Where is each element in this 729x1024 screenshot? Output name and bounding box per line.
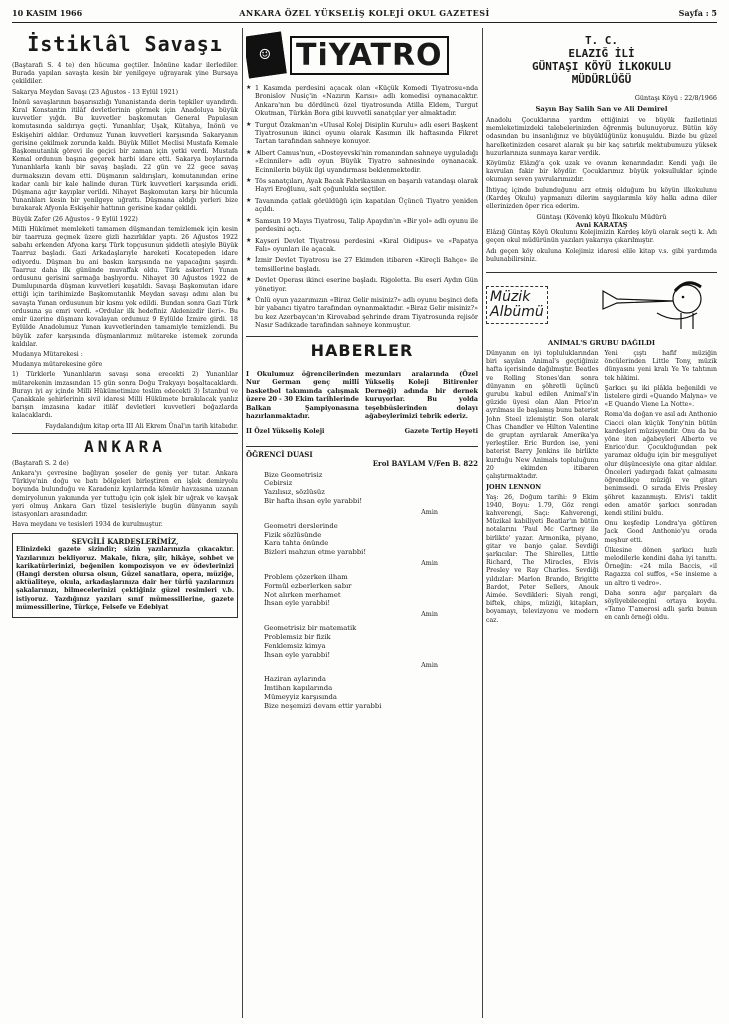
issue-date: 10 KASIM 1966 <box>12 8 83 18</box>
theatre-masks-icon: ☺ <box>246 32 287 79</box>
paragraph: İhtiyaç içinde bulunduğunu arz etmiş olduğum bu köyün ilkokulunu (Kardeş Okulu) yapmanızı dilerim saygılarımla köy halkı adına diler ellerinizden öper rica ederim. <box>486 186 717 211</box>
paragraph: Şarkıcı şu iki plâkla beğenildi ve listelere girdi «Quando Malyna» ve «E Quando Viene La Notte». <box>604 384 717 409</box>
list-item: ★ Tös sanatçıları, Ayak Bacak Fabrikasının en başarılı vatandaşı olarak Hayri Eroğlunu, salt çoğunlukla seçtiler. <box>246 177 478 194</box>
poem-line: Haziran aylarında <box>264 675 326 684</box>
albumu-label: Albümü <box>490 304 544 321</box>
letterhead-line: ELAZIĞ İLİ <box>568 47 635 60</box>
paragraph: 1) Türklerle Yunanlıların savaşı sona erecekti 2) Yunanlılar mütarekenin imzasından 15 gün sonra Doğu Trakyayı boşaltacaklardı. Burayı iyi ay içinde Milli Hükümetimize teslim edecekti 3) İstanbul ve Çanakkale şehirlerinin sivil idaresi Milli Hükümete bırakılacak yanlız barışın imzasına kadar itilâf devletleri kuvvetleri boğazlarda kalacaklardı. <box>12 371 238 420</box>
poem-stanza <box>246 675 478 710</box>
poem-line: Bize Geometrisiz <box>264 470 323 479</box>
list-item: ★ Turgut Özakman'ın «Ulusal Kolej Disiplin Kurulu» adlı eseri Başkent Tiyatrosunun ikinci oyunu olarak Kasımın ilk haftasında Fikret Tartan tarafından sahneye konuyor. <box>246 121 478 146</box>
notice-title: SEVGİLİ KARDEŞLERİMİZ, <box>71 537 179 547</box>
subheading: Büyük Zafer (26 Ağustos - 9 Eylül 1922) <box>12 215 138 223</box>
paragraph: Köyümüz Elâzığ'a çok uzak ve ovanın kenarındadır. Kendi yağı ile kavrulan fakir bir köydür. Çocuklarımız büyük yoksulluklar içinde okumayı seven yavrularımızdır. <box>486 160 717 184</box>
list-item: ★ Kayseri Devlet Tiyatrosu perdesini «Kıral Oidipus» ve «Papatya Falı» oyunları ile açacak. <box>246 237 478 254</box>
tiyatro-banner <box>246 34 478 76</box>
article-title-istiklal: İstiklâl Savaşı <box>27 32 223 56</box>
poem-line: İhsan eyle yarabbi! <box>264 650 331 659</box>
letterhead-line: GÜNTAŞI KÖYÜ İLKOKULU <box>531 60 672 73</box>
page-header <box>12 8 717 22</box>
poem-amin: Amin <box>421 507 438 516</box>
header-rule <box>12 22 717 23</box>
tiyatro-title: TiYATRO <box>290 36 449 75</box>
list-item: ★ 1 Kasımda perdesini açacak olan «Küçük Komedi Tiyatrosu»nda Bronislov Nusiç'in «Nazırın Karısı» adlı komedisi oynanacaktır. Ankara'nın bu dördüncü özel tiyatrosunda Atilla Eldem, Turgut Okutman, Türkân Bora gibi kuvvetli sanatçılar yer almaktadır. <box>246 84 478 118</box>
poem-line: Problem çözerken ilham <box>264 572 348 581</box>
list-item: ★ Albert Camus'nun, «Dosteyevski'nin romanından sahneye uyguladığı «Ecinniler» adlı oyun Büyük Tiyatro sahnesinde oynanacak. Ecinnilerin büyük ilgi uyandırması beklenmektedir. <box>246 149 478 174</box>
paragraph: İnönü savaşlarının başarısızlığı Yunanistanda derin tepkiler uyandırdı. Kıral Konstantin itilâf devletlerinin görmek için Anadoluya büyük kuvvetler yığdı. Bu kuvvetler başkomutan General Papulasın komutasında saldırıya geçti. Yunanlılar, Uşak, Kütahya, İnönü ve Eskişehiri aldılar. Ordumuz Yunan kuvvetleri karşısında Sakaryanın gerisine çekilmek zorunda kaldı. Büyük Millet Meclisi Mustafa Kemale Başkomutanlık görevi ile geçici bir zaman için yetki verdi. Mustafa Kemal ordunun başına geçerek harbi idare etti. Sakarya boylarında Yunanlılarla kanlı bir savaş başladı. 22 gün ve 22 gece savaş durmaksızın devam etti. Düşmanın saldırışları, komutanından erine kadar canlı bir kale halinde duran Türk kuvvetleri karşısında eridi. Düşmana ağır kayıplar verildi. Nihayet Başkomutan karşı bir hücumla Yunanlıları kesin bir yenilgeye uğrattı. Düşmana aldığı yerleri bize bırakarak Afyonla Eskişehir hattının gerisine kadar çekildi. <box>12 98 238 213</box>
paragraph: Elâzığ Güntaş Köyü Okulunu Kolejimizin Kardeş köyü olarak seçti k. Adı geçen okul müdürünün yazıları yakarıya çıkarılmıştır. <box>486 229 717 245</box>
paragraph: Anadolu Çocuklarına yardım ettiğinizi ve büyük faziletinizi memleketimizdeki talebelerinizden öğrenmiş bulunuyoruz. Bütün köy odasından bu insanlığınız ve büyüklüğünüz konuşuldu. Bizde bu güzel harelketinizden cesaret alarak şu bir kaç satırlık mektubumuzu yüksek huzurlarınıza sunmaya karar verdik. <box>486 117 717 157</box>
letterhead-line: T. C. <box>584 34 619 47</box>
paragraph: Yeni çıştı hafif müziğin öncülerinden Little Tony, müzik dünyasını yeni kralı Ye Ye tahtının tek hâkimi. <box>604 350 717 382</box>
muzik-albumu-title <box>486 286 548 324</box>
subheading: JOHN LENNON <box>486 483 542 492</box>
poem-stanza <box>246 471 478 506</box>
paragraph: Daha sonra ağır parçaları da söyliyebilecegini ortaya koydu. «Tamo T'amerosi adlı şarkı bunun en canlı örneği oldu. <box>604 589 717 622</box>
letter-signer-name: Avni KARATAŞ <box>575 221 628 230</box>
poem-line: Not alırken merhamet <box>264 590 341 599</box>
column-istiklal <box>12 28 238 618</box>
paragraph: Mudanya mütarekesine göre <box>12 361 103 369</box>
poem-line: İhsan eyle yarabbi! <box>264 599 331 608</box>
haber-text: I Okulumuz öğrencilerinden Nur German genç millî basketbol takımında çalışmak üzere 20 - 30 Ekim tarihlerinde Balkan Şampiyonasına hazırlanmaktadır. <box>246 369 359 420</box>
poem-line: Yazılısız, sözlüsüz <box>264 488 325 497</box>
column-tiyatro <box>246 28 478 711</box>
poem-stanza <box>246 573 478 608</box>
paragraph: Milli Hükümet memleketi tamamen düşmandan temizlemek için kesin bir taarruza geçmek üzere gizli hazırlıklar yaptı. 26 Ağustos 1922 sabahı erkenden Afyona karşı Türk topçusunun şiddetli ateşiyle Büyük Taarruz başladı. Gazi Arkadaşlarıyle hareketi Kocatepeden idare ediyordu. Düşman bu ani baskın karşısında ne yapacağını şaşırdı. Taarruz daha ilk gününde muvaffak oldu. Türk askerleri Yunan ordusunu gerisini sarmağa başlıyordu. Nihayet 30 Ağustos 1922 de Dumlupınarda düşman kuvvetleri kuşatıldı. Savaşı Başkomutan idare ettiği için tarihimizde Başkomutanlık Meydan savaşı adını alan bu savaşta Yunan ordusunun bir kısmı yok edildi. Bundan sonra Gazi Türk ordusuna şu emri verdi. «Ordular ilk hedefiniz Akdenizdir ileri». Bu emir üzerine düşmanı kovalayan ordumuz 9 Eylülde İzmire girdi. 18 Eylülde Anadolumuz Yunan kuvvetlerinden tamamiyle temizlendi. Bu büyük zafer karşısında düşmanlarımız mütareke istemek zorunda kaldılar. <box>12 225 238 348</box>
muzik-body <box>486 350 717 627</box>
notice-box <box>12 533 238 618</box>
tiyatro-list <box>246 84 478 330</box>
page-number: Sayfa : 5 <box>678 8 717 18</box>
paragraph: Yaş: 26, Doğum tarihi: 9 Ekim 1940, Boyu: 1.79, Göz rengi kahverengi, Saçı: Kahverengi, Müzikal kabiliyeti Beatlar'ın bütün notalarını 'Paul Mc Cartney ile birlikte' yazar. Armonika, piyano, gitar ve banjo çalar. Sevdiği şarkıcılar: The Shirelles, Little Richard, The Miracles, Elvis Presley ve Ray Charles. Sevdiği yıldızlar: Marlon Brando, Brigitte Bardot, Peter Sellers, Anouk Aimée. Sevdikleri: Siyah rengi, biftek, chips, müziği, kitapları, boyamayı, televizyonu ve modern caz. <box>486 493 599 624</box>
poem-stanza <box>246 522 478 557</box>
paragraph: (Baştarafı S. 2 de) <box>12 459 69 467</box>
haber-signature: Gazete Tertip Heyeti <box>404 426 478 435</box>
list-item: ★ İzmir Devlet Tiyatrosu ise 27 Ekimden itibaren «Kireçli Bahçe» ile temsillerine başladı. <box>246 256 478 273</box>
column-divider <box>482 28 483 1018</box>
poem-line: Geometri derslerinde <box>264 521 338 530</box>
source-note: Faydalandığım kitap orta III Ali Ekrem Ünal'ın tarih kitabıdır. <box>45 422 238 430</box>
poem-line: Bir hafta ihsan eyle yarabbi! <box>264 496 363 505</box>
paragraph: Ülkesine dönen şarkıcı hızlı melodilerle kendini daha iyi tanıttı. Örneğin: «24 mila Baccis, «il Ragazza col suffos, «Se insieme a un altro ti vedro». <box>604 546 717 587</box>
poem-line: Geometrisiz bir matematik <box>264 624 357 633</box>
trumpet-player-icon <box>597 279 717 331</box>
poem-amin: Amin <box>421 661 438 670</box>
paragraph: Adı geçen köy okuluna Kolejimiz idaresi elile kitap v.s. gibi yardımda bulunabilirsiniz. <box>486 247 717 263</box>
letterhead-line: MÜDÜRLÜĞÜ <box>571 73 632 86</box>
poem-amin: Amin <box>421 610 438 619</box>
muzik-albumu-banner <box>486 272 717 331</box>
subheading: Mudanya Mütarekesi : <box>12 350 83 358</box>
paragraph: Hava meydanı ve tesisleri 1934 de kurulmuştur. <box>12 521 163 529</box>
poem-stanza <box>246 624 478 659</box>
poem-line: Bize neşemizi devam ettir yarabbi <box>264 701 382 710</box>
haber-text: II Özel Yükseliş Koleji <box>246 426 325 435</box>
poem-line: Bizleri mahzun etme yarabbi! <box>264 548 367 557</box>
poem-amin: Amin <box>421 558 438 567</box>
column-guntasi <box>486 28 717 627</box>
haberler-body <box>246 364 478 442</box>
poem-line: Mümeyyiz karşısında <box>264 692 337 701</box>
poem-line: Fizik sözlüsünde <box>264 530 322 539</box>
haberler-title: HABERLER <box>246 336 478 360</box>
notice-text: Elinizdeki gazete sizindir; sizin yazılarınızla çıkacaktır. Yazılarınızı bekliyoruz. Makale, fıkra, şiir, hikâye, sohbet ve karikatürlerinizi, beğenilen kompozisyon ve ev ödevlerinizi (Hangi dersten olursa olsun, Güzel sanatlara, opera, müziğe, aktüaliteye, okula, arkadaşlarınıza dair her türlü yazılarınızı şakalarınızı, bilmecelerinizi çektiğiniz güzel resimleri v.b. istiyoruz. Yazdığınız yazıları sınıf mümessillerine, gazete mümessillerine, Türkçe, Felsefe ve Edebiyat <box>16 546 234 611</box>
poem-line: İmtihan kapılarında <box>264 684 333 693</box>
haber-text: mezunları aralarında (Özel Yükseliş Koleji Bitirenler Derneği) adında bir dernek kuruyorlar. Bu yolda teşebbüslerinden dolayı ağabeylerimizi tebrik ederiz. <box>365 369 478 420</box>
paragraph: Ankara'yı çevresine bağlıyan şoseler de geniş yer tutar. Ankara Türkiye'nin doğu ve batı bölgeleri birleştiren en işlek demiryolu boyunda bulunduğu ve Karadeniz kıyılarında kömür havzasına uzanan demiryolunun yakınında yer tuttuğu için çok işlek bir uğrak ve kavşak yeri olmuş Ankara Garı tüzel tesisleriyle bugün dünyanın sayılı istasyonları arasındadır. <box>12 469 238 518</box>
poem-line: Problemsiz bir fizik <box>264 632 331 641</box>
paragraph: (Baştarafı S. 4 te) den hücuma geçtiler. İnönüne kadar ilerlediler. Burada yapılan savaşta kesin bir yenilgeye uğrayarak yine Bursaya çekildiler. <box>12 62 238 86</box>
poem-line: Formül ezberlerken sabır <box>264 581 352 590</box>
list-item: ★ Devlet Operası ikinci eserine başladı. Rigoletta. Bu eseri Aydın Gün yönetiyor. <box>246 276 478 293</box>
paragraph: Dünyanın en iyi topluluklarından biri sayılan Animal's geçtiğimiz hafta içerisinde dağılmıştır. Beatles ve Rolling Stones'dan sonra dünyanın en şöhretli üçüncü gurubu kabul edilen Animal's'in güzide üyesi olan Alan Price'ın ayrılması ile başlamış bunu baterist John Steel izlemiştir. Son olarak Chas Chandler ve Hilton Valentine de gruptan ayrılarak Amerika'ya yerleştiler. Eric Burdon ise, yeni baterist Barry Jenkins ile birlikte kurduğu New Animals topluluğunu 20 ekimden itibaren çalıştırmaktadır. <box>486 350 599 481</box>
poem-line: Cebirsiz <box>264 479 293 488</box>
letterhead <box>486 34 717 86</box>
letter-date: Güntaşı Köyü : 22/8/1966 <box>634 94 717 102</box>
poem-title: ÖĞRENCİ DUASI <box>246 446 478 459</box>
letter-signer-title: Güntaşı (Kövenk) köyü İlkokulu Müdürü <box>536 213 667 222</box>
list-item: ★ Ünlü oyun yazarımızın «Biraz Gelir misiniz?» adlı oyunu beşinci defa bir yabancı tiyatro tarafından oynanmaktadır. «Biraz Gelir misiniz?» bu kez Azerbaycan'ın Kirovabad şehrinde dram Tiyatrosunda rejisör Nasır Sadıkzade tarafından sahneye konmuştur. <box>246 296 478 330</box>
poem-line: Kara tahta önünde <box>264 539 329 548</box>
poem-line: Fenklemsiz kimya <box>264 641 326 650</box>
column-divider <box>242 28 243 1018</box>
paragraph: Onu keşfedip Londra'ya götüren Jack Good Anthonio'yu orada meşhur etti. <box>604 520 717 544</box>
muzik-label: Müzik <box>490 289 531 306</box>
poem-author: Erol BAYLAM V/Fen B. 822 <box>372 458 478 468</box>
list-item: ★ Tavanında çatlak görüldüğü için kapatılan Üçüncü Tiyatro yeniden açıldı. <box>246 197 478 214</box>
subheading: Sakarya Meydan Savaşı (23 Ağustos - 13 Eylül 1921) <box>12 88 178 96</box>
section-heading: ANİMAL'S GRUBU DAĞILDI <box>547 339 656 348</box>
letter-salutation: Sayın Bay Salih San ve Ali Demirel <box>535 105 668 113</box>
paragraph: Roma'da doğan ve asıl adı Anthonio Ciacci olan küçük Tony'nin bütün kardeşleri müzisyendir. Onu da bu yöne iten ağabeyleri Alberto ve Enrico'dur. Çocukluğundan pek yaramaz olduğu için bir meşguliyet olur düşüncesiyle ona gitar aldılar. Önceleri yadırgadı fakat çalmasını öğrendikçe müziği ve gitarı benimsedi. O sırada Elvis Presley şöhret kazanmıştı. Elvis'i taklit eden amatör şarkıcı sonradan kendi stilini buldu. <box>604 411 717 517</box>
newspaper-title: ANKARA ÖZEL YÜKSELİŞ KOLEJİ OKUL GAZETESİ <box>239 8 490 18</box>
list-item: ★ Samsun 19 Mayıs Tiyatrosu, Talip Apaydın'ın «Bir yol» adlı oyunu ile perdesini açtı. <box>246 217 478 234</box>
article-title-ankara: ANKARA <box>12 433 238 456</box>
